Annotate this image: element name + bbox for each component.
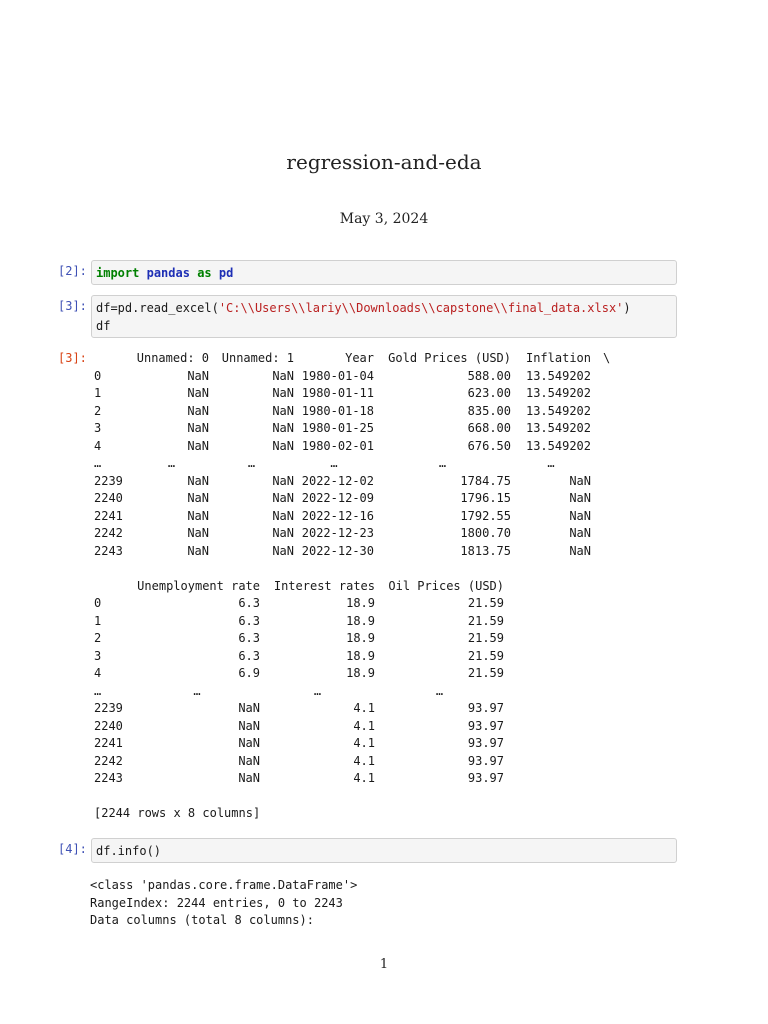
table-cell: 13.549202 bbox=[525, 438, 591, 453]
column-header: Oil Prices (USD) bbox=[388, 578, 504, 593]
table-cell: … bbox=[330, 456, 338, 470]
table-cell bbox=[591, 455, 615, 473]
table-cell: NaN bbox=[187, 368, 209, 383]
table-cell bbox=[591, 438, 615, 456]
table-cell bbox=[591, 420, 615, 438]
table-cell: 18.9 bbox=[346, 666, 375, 680]
row-index: 2242 bbox=[94, 526, 123, 540]
table-row bbox=[94, 543, 615, 561]
column-header: Unnamed: 1 bbox=[221, 351, 294, 365]
table-row bbox=[94, 683, 504, 701]
table-row bbox=[94, 770, 504, 788]
table-row bbox=[94, 595, 504, 613]
table-cell: 6.3 bbox=[238, 648, 260, 663]
table-cell: … bbox=[247, 456, 256, 470]
table-cell: 13.549202 bbox=[525, 368, 591, 383]
table-row bbox=[94, 753, 504, 771]
row-index: 2239 bbox=[94, 701, 123, 715]
table-row bbox=[94, 665, 504, 683]
row-index: 3 bbox=[94, 421, 102, 435]
table-cell: 18.9 bbox=[346, 613, 375, 628]
dataframe-table-part2 bbox=[94, 578, 504, 788]
info-output bbox=[90, 877, 357, 930]
table-row bbox=[94, 385, 615, 403]
table-row bbox=[94, 700, 504, 718]
output-prompt-3: [3]: bbox=[58, 351, 87, 365]
row-index: 0 bbox=[94, 596, 102, 610]
page-number: 1 bbox=[379, 957, 389, 972]
row-index: 2 bbox=[94, 631, 102, 645]
code-text: df bbox=[96, 318, 111, 333]
table-cell bbox=[591, 508, 615, 526]
table-cell: 93.97 bbox=[467, 753, 504, 768]
table-cell bbox=[591, 403, 615, 421]
table-cell: NaN bbox=[272, 543, 294, 558]
row-index: 2241 bbox=[94, 508, 123, 523]
dataframe-summary: [2244 rows x 8 columns] bbox=[94, 806, 261, 820]
table-cell: 1813.75 bbox=[460, 543, 511, 558]
table-cell: 21.59 bbox=[467, 666, 504, 680]
table-cell: NaN bbox=[569, 473, 591, 488]
table-cell: 93.97 bbox=[467, 701, 504, 715]
table-cell bbox=[591, 368, 615, 386]
row-index: 4 bbox=[94, 666, 102, 680]
table-cell: NaN bbox=[187, 386, 209, 400]
table-cell: NaN bbox=[238, 753, 260, 768]
table-row bbox=[94, 525, 615, 543]
dataframe-table-part1 bbox=[94, 350, 615, 560]
column-header bbox=[94, 350, 134, 368]
row-index: 3 bbox=[94, 648, 102, 663]
table-cell: 4.1 bbox=[353, 718, 375, 733]
row-index: 2241 bbox=[94, 736, 123, 750]
table-cell: NaN bbox=[238, 736, 260, 750]
table-cell: NaN bbox=[272, 386, 294, 400]
row-index: … bbox=[94, 683, 102, 698]
table-cell: NaN bbox=[187, 421, 209, 435]
input-prompt-4: [4]: bbox=[58, 842, 87, 856]
table-row bbox=[94, 420, 615, 438]
table-cell: … bbox=[547, 456, 555, 470]
table-row bbox=[94, 368, 615, 386]
table-cell: 21.59 bbox=[467, 596, 504, 610]
table-cell: 4.1 bbox=[353, 771, 375, 785]
row-index: 1 bbox=[94, 386, 102, 400]
row-index: 2239 bbox=[94, 473, 123, 488]
table-cell: 13.549202 bbox=[525, 421, 591, 435]
column-header bbox=[94, 578, 134, 596]
table-cell: 1796.15 bbox=[460, 491, 511, 505]
table-row bbox=[94, 490, 615, 508]
module-name: pandas bbox=[146, 266, 190, 280]
table-cell: 1980-01-18 bbox=[301, 403, 374, 418]
info-line: Data columns (total 8 columns): bbox=[90, 913, 314, 927]
table-cell: 588.00 bbox=[467, 368, 511, 383]
table-row bbox=[94, 613, 504, 631]
table-row bbox=[94, 648, 504, 666]
input-prompt-2: [2]: bbox=[58, 264, 87, 278]
row-index: 2243 bbox=[94, 771, 123, 785]
table-row bbox=[94, 508, 615, 526]
table-row bbox=[94, 403, 615, 421]
table-cell: NaN bbox=[569, 526, 591, 540]
table-cell: 676.50 bbox=[467, 438, 511, 453]
table-cell: 668.00 bbox=[467, 421, 511, 435]
code-text: ) bbox=[623, 301, 631, 315]
table-cell: NaN bbox=[569, 508, 591, 523]
table-cell: 18.9 bbox=[346, 648, 375, 663]
table-cell: NaN bbox=[238, 718, 260, 733]
row-index: 2243 bbox=[94, 543, 123, 558]
table-cell: NaN bbox=[187, 526, 209, 540]
table-cell bbox=[591, 490, 615, 508]
dataframe-output bbox=[94, 350, 615, 823]
table-cell: 6.3 bbox=[238, 596, 260, 610]
table-cell: NaN bbox=[272, 473, 294, 488]
table-cell: 18.9 bbox=[346, 596, 375, 610]
code-cell-2[interactable] bbox=[91, 260, 677, 285]
code-cell-4[interactable] bbox=[91, 838, 677, 863]
table-cell: 835.00 bbox=[467, 403, 511, 418]
table-cell: 1800.70 bbox=[460, 526, 511, 540]
table-cell: 18.9 bbox=[346, 631, 375, 645]
code-cell-3[interactable] bbox=[91, 295, 677, 338]
table-cell: NaN bbox=[272, 526, 294, 540]
string-literal-path: 'C:\\Users\\lariy\\Downloads\\capstone\\final_data.xlsx' bbox=[218, 301, 624, 315]
table-row bbox=[94, 630, 504, 648]
table-cell: … bbox=[438, 456, 447, 470]
table-cell: 93.97 bbox=[467, 736, 504, 750]
table-row bbox=[94, 438, 615, 456]
table-cell: NaN bbox=[187, 438, 209, 453]
table-cell: … bbox=[193, 683, 201, 698]
table-row bbox=[94, 718, 504, 736]
code-text: df.info() bbox=[96, 844, 162, 858]
table-cell: 2022-12-30 bbox=[301, 543, 374, 558]
table-cell: … bbox=[435, 683, 444, 698]
row-index: 4 bbox=[94, 438, 102, 453]
table-row bbox=[94, 455, 615, 473]
column-header: Year bbox=[345, 351, 374, 365]
info-line: <class 'pandas.core.frame.DataFrame'> bbox=[90, 878, 358, 892]
table-cell: NaN bbox=[187, 403, 209, 418]
table-header-row bbox=[94, 578, 504, 596]
table-row bbox=[94, 473, 615, 491]
table-cell: NaN bbox=[272, 491, 294, 505]
row-index: 0 bbox=[94, 368, 102, 383]
table-cell: 1980-02-01 bbox=[301, 438, 374, 453]
table-cell bbox=[591, 543, 615, 561]
table-cell: 21.59 bbox=[467, 631, 504, 645]
table-cell: 2022-12-16 bbox=[301, 508, 374, 523]
table-cell: NaN bbox=[569, 543, 591, 558]
table-cell: 4.1 bbox=[353, 736, 375, 750]
row-index: 2 bbox=[94, 403, 102, 418]
keyword-import: import bbox=[96, 266, 140, 280]
row-index: 2240 bbox=[94, 491, 123, 505]
table-row bbox=[94, 735, 504, 753]
column-header: Inflation bbox=[525, 351, 591, 365]
table-cell: 1980-01-25 bbox=[301, 421, 374, 435]
table-cell: 2022-12-23 bbox=[301, 526, 374, 540]
table-cell: 4.1 bbox=[353, 701, 375, 715]
table-cell: NaN bbox=[272, 403, 294, 418]
input-prompt-3: [3]: bbox=[58, 299, 87, 313]
module-alias: pd bbox=[218, 266, 234, 280]
table-cell: NaN bbox=[272, 438, 294, 453]
table-cell: NaN bbox=[238, 771, 260, 785]
table-cell: 4.1 bbox=[353, 753, 375, 768]
table-cell: … bbox=[167, 456, 176, 470]
column-header: \ bbox=[603, 351, 611, 365]
row-index: … bbox=[94, 456, 102, 470]
table-cell: NaN bbox=[272, 508, 294, 523]
table-cell: NaN bbox=[272, 421, 294, 435]
table-cell: 13.549202 bbox=[525, 403, 591, 418]
table-header-row bbox=[94, 350, 615, 368]
table-cell bbox=[591, 385, 615, 403]
document-title: regression-and-eda bbox=[286, 150, 482, 174]
document-date: May 3, 2024 bbox=[339, 211, 429, 227]
table-cell: 6.3 bbox=[238, 631, 260, 645]
keyword-as: as bbox=[197, 266, 212, 280]
table-cell: 1980-01-11 bbox=[301, 386, 374, 400]
table-cell: NaN bbox=[187, 491, 209, 505]
row-index: 1 bbox=[94, 613, 102, 628]
table-cell: 21.59 bbox=[467, 648, 504, 663]
table-cell: 2022-12-02 bbox=[301, 473, 374, 488]
row-index: 2240 bbox=[94, 718, 123, 733]
table-cell: 13.549202 bbox=[525, 386, 591, 400]
table-cell: 623.00 bbox=[467, 386, 511, 400]
table-cell: NaN bbox=[569, 491, 591, 505]
code-text: df=pd.read_excel( bbox=[96, 301, 219, 315]
table-cell: NaN bbox=[238, 701, 260, 715]
table-cell: 93.97 bbox=[467, 718, 504, 733]
table-cell: 1980-01-04 bbox=[301, 368, 374, 383]
table-cell: NaN bbox=[272, 368, 294, 383]
column-header: Gold Prices (USD) bbox=[388, 351, 511, 365]
table-cell: NaN bbox=[187, 543, 209, 558]
table-cell: NaN bbox=[187, 473, 209, 488]
table-cell: NaN bbox=[187, 508, 209, 523]
table-cell: 1784.75 bbox=[460, 473, 511, 488]
column-header: Interest rates bbox=[273, 578, 375, 593]
table-cell: 6.3 bbox=[238, 613, 260, 628]
info-line: RangeIndex: 2244 entries, 0 to 2243 bbox=[90, 895, 343, 910]
row-index: 2242 bbox=[94, 753, 123, 768]
table-cell bbox=[591, 525, 615, 543]
table-cell: 93.97 bbox=[467, 771, 504, 785]
table-cell: … bbox=[313, 683, 322, 698]
column-header: Unnamed: 0 bbox=[136, 351, 209, 365]
column-header: Unemployment rate bbox=[137, 578, 260, 593]
table-cell: 1792.55 bbox=[460, 508, 511, 523]
table-cell: 21.59 bbox=[467, 613, 504, 628]
table-cell: 6.9 bbox=[238, 666, 260, 680]
table-cell: 2022-12-09 bbox=[301, 491, 374, 505]
table-cell bbox=[591, 473, 615, 491]
